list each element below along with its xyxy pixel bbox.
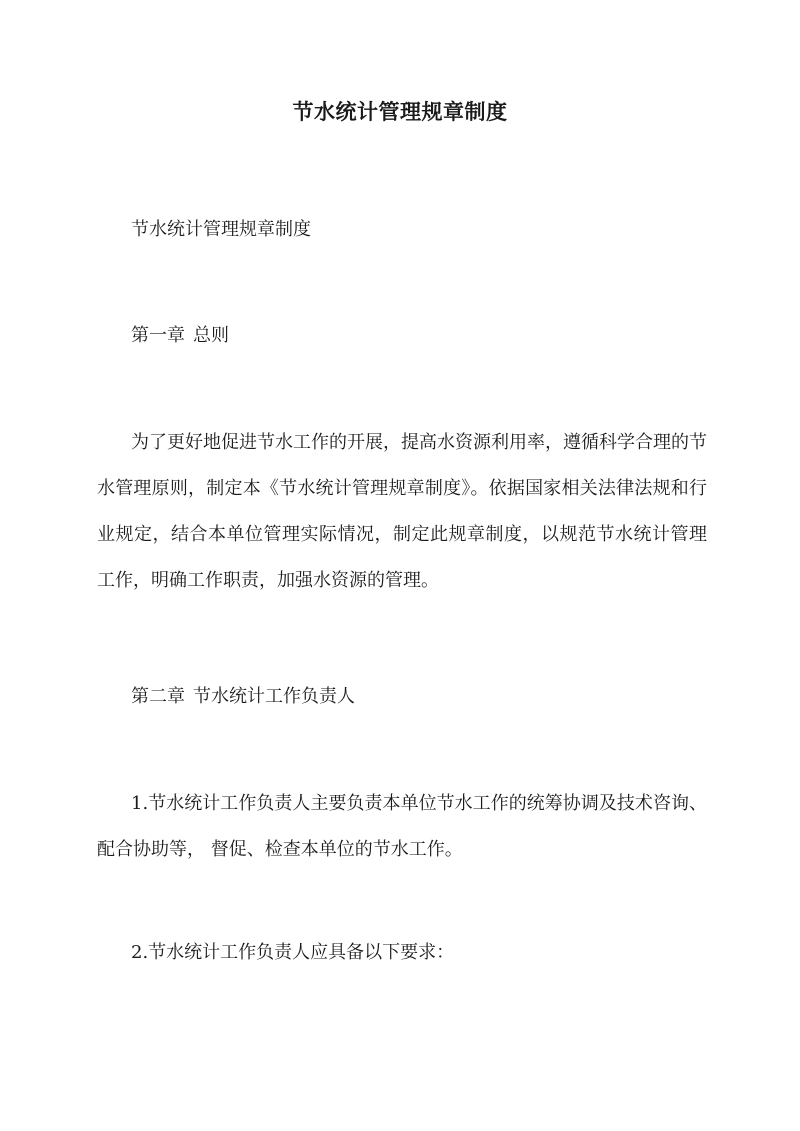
chapter2-number: 第二章 bbox=[131, 686, 185, 707]
document-title: 节水统计管理规章制度 bbox=[292, 99, 508, 124]
chapter2-item-2: 2.节水统计工作负责人应具备以下要求： bbox=[131, 942, 455, 963]
chapter2-heading bbox=[131, 684, 355, 710]
chapter1-number: 第一章 bbox=[131, 325, 185, 346]
chapter1-heading bbox=[131, 323, 229, 349]
chapter2-name: 节水统计工作负责人 bbox=[193, 686, 355, 707]
chapter1-name: 总则 bbox=[193, 325, 229, 346]
chapter1-paragraph: 为了更好地促进节水工作的开展，提高水资源利用率，遵循科学合理的节水管理原则，制定本《节水统计管理规章制度》。依据国家相关法律法规和行业规定，结合本单位管理实际情况，制定此规章制度，以规范节水统计管理工作，明确工作职责，加强水资源的管理。 bbox=[97, 432, 707, 591]
chapter2-item-1: 1.节水统计工作负责人主要负责本单位节水工作的统筹协调及技术咨询、配合协助等， 督促、检查本单位的节水工作。 bbox=[97, 793, 707, 860]
document-subtitle: 节水统计管理规章制度 bbox=[131, 219, 311, 240]
